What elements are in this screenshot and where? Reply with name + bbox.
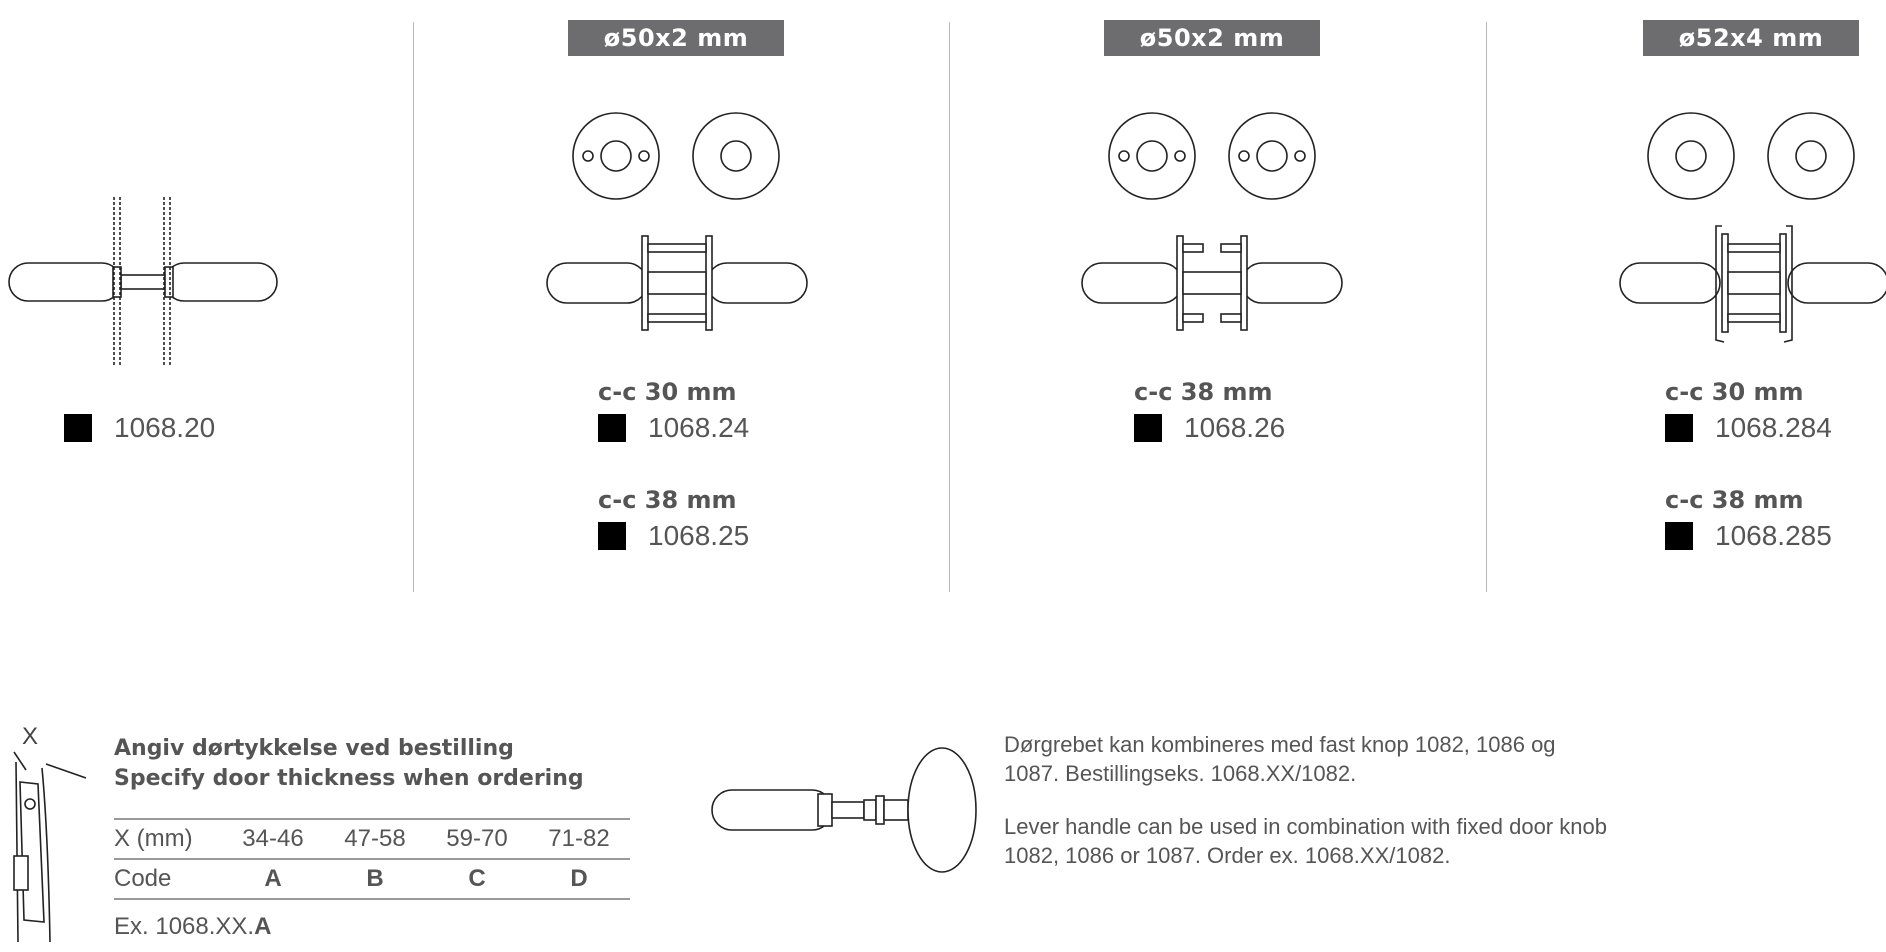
handle-drawing-screws [1080,230,1370,350]
rosette-size-badge: ø52x4 mm [1643,20,1859,56]
cc-label: c-c 38 mm [1665,486,1804,514]
color-swatch [598,414,626,442]
cc-label: c-c 38 mm [1134,378,1273,406]
product-code-1068-25: 1068.25 [598,520,749,552]
color-swatch [1134,414,1162,442]
handle-drawing-cover-rosette [1618,222,1886,352]
product-code-1068-285: 1068.285 [1665,520,1832,552]
rosette-size-badge: ø50x2 mm [1104,20,1320,56]
cc-label: c-c 30 mm [1665,378,1804,406]
combination-text-da: Dørgrebet kan kombineres med fast knop 1082, 1086 og 1087. Bestillingseks. 1068.XX/1082. [1004,732,1556,786]
color-swatch [598,522,626,550]
product-code-1068-284: 1068.284 [1665,412,1832,444]
door-thickness-diagram [6,722,96,952]
column-divider-3 [1486,22,1487,592]
rosette-drawing [568,112,788,212]
door-thickness-table [114,818,630,900]
column-divider-2 [949,22,950,592]
product-code-1068-20: 1068.20 [64,412,215,444]
table-row: Code A B C D [114,859,630,899]
thickness-x-label: X [22,723,39,750]
thickness-heading: Angiv dørtykkelse ved bestilling Specify door thickness when ordering [114,736,584,791]
color-swatch [1665,522,1693,550]
color-swatch [1665,414,1693,442]
column-divider-1 [413,22,414,592]
handle-drawing-1068-20 [5,195,295,375]
product-code-1068-24: 1068.24 [598,412,749,444]
product-code-1068-26: 1068.26 [1134,412,1285,444]
handle-drawing-rosette [545,230,835,350]
table-row: X (mm) 34-46 47-58 59-70 71-82 [114,819,630,859]
combination-text-en: Lever handle can be used in combination with fixed door knob 1082, 1086 or 1087. Order ex. 1068.XX/1082. [1004,814,1607,868]
color-swatch [64,414,92,442]
order-example: Ex. 1068.XX.A [114,913,272,940]
cc-label: c-c 30 mm [598,378,737,406]
rosette-drawing [1643,112,1863,212]
rosette-size-badge: ø50x2 mm [568,20,784,56]
cc-label: c-c 38 mm [598,486,737,514]
handle-with-knob-drawing [710,746,990,896]
rosette-drawing [1104,112,1324,212]
